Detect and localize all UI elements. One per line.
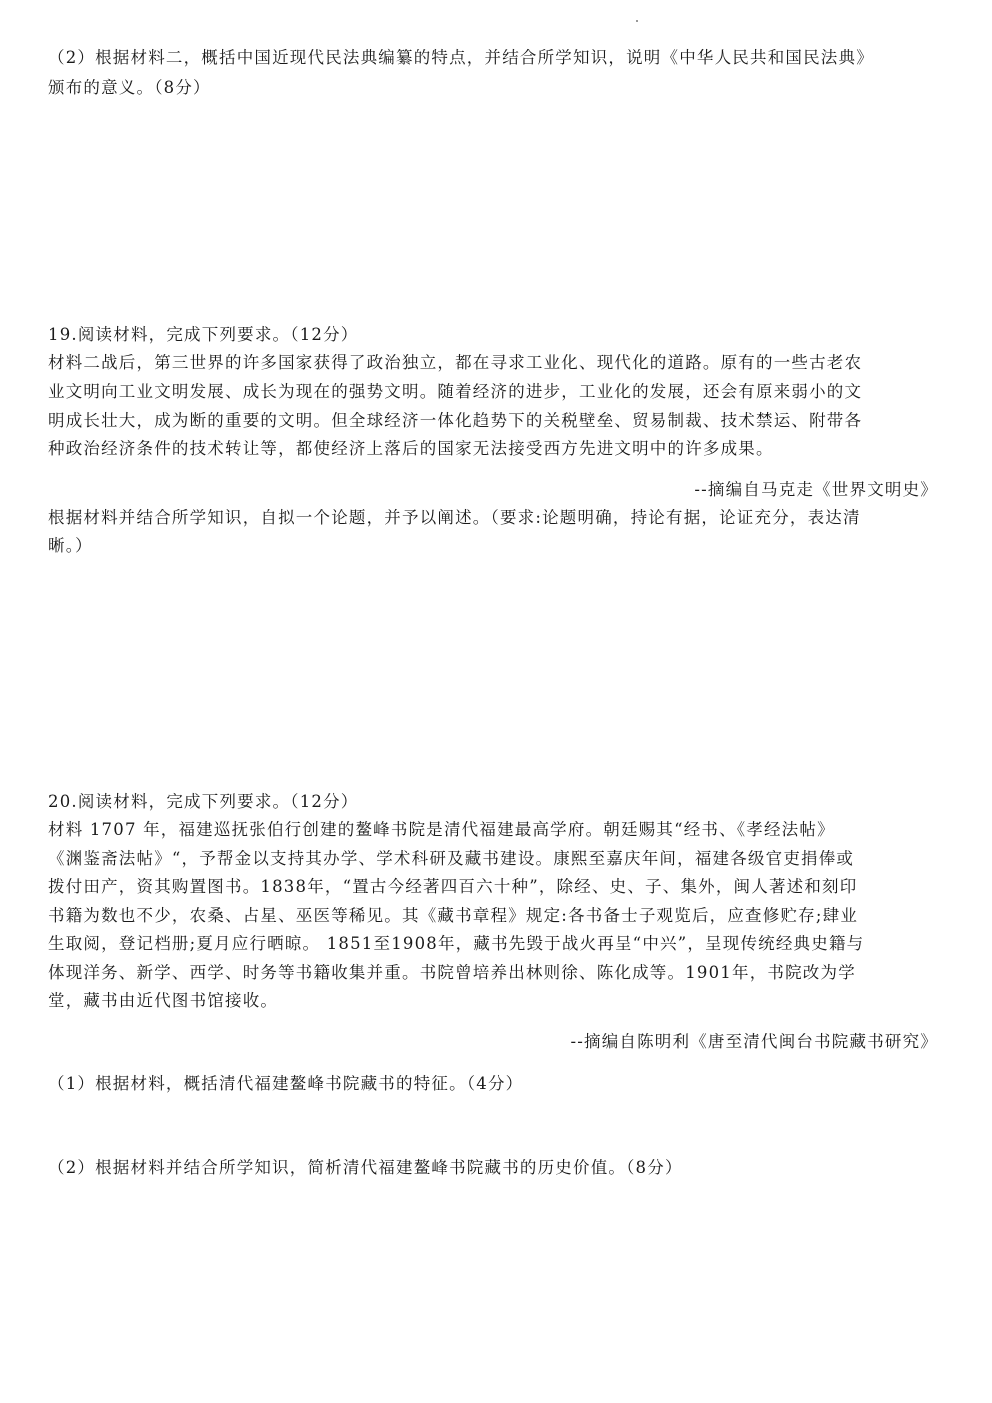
q19-material-line: 业文明向工业文明发展、成长为现在的强势文明。随着经济的进步，工业化的发展，还会有原来弱小的文 (48, 382, 863, 401)
q19-task-line1: 根据材料并结合所学知识，自拟一个论题，并予以阐述。（要求:论题明确，持论有据，论证充分，表达清 (48, 508, 861, 527)
q20-material-line: 生取阅，登记档册;夏月应行晒晾。 1851至1908年，藏书先毁于战火再呈“中兴”，呈现传统经典史籍与 (48, 934, 865, 953)
q20-source: --摘编自陈明利《唐至清代闽台书院藏书研究》 (570, 1032, 938, 1051)
q19-material-line: 种政治经济条件的技术转让等，都使经济上落后的国家无法接受西方先进文明中的许多成果。 (48, 439, 774, 458)
q19-heading: 19.阅读材料，完成下列要求。（12分） (48, 325, 359, 344)
q19-material-line: 明成长壮大，成为断的重要的文明。但全球经济一体化趋势下的关税壁垒、贸易制裁、技术禁运、附带各 (48, 411, 863, 430)
q19-task-line2: 晰。） (48, 536, 93, 555)
q20-heading: 20.阅读材料，完成下列要求。（12分） (48, 792, 359, 811)
q20-material-line: 《渊鉴斋法帖》“，予帮金以支持其办学、学术科研及藏书建设。康熙至嘉庆年间，福建各级官吏捐俸或 (48, 849, 855, 868)
q19-material-line: 材料二战后，第三世界的许多国家获得了政治独立，都在寻求工业化、现代化的道路。原有的一些古老农 (48, 353, 863, 372)
q20-material-line: 书籍为数也不少，农桑、占星、巫医等稀见。其《藏书章程》规定:各书备士子观览后，应查修贮存;肆业 (48, 906, 859, 925)
q18-2-prompt-line1: （2）根据材料二，概括中国近现代民法典编纂的特点，并结合所学知识，说明《中华人民共和国民法典》 (48, 48, 874, 67)
q20-material-line: 材料 1707 年，福建巡抚张伯行创建的鳌峰书院是清代福建最高学府。朝廷赐其“经书、《孝经法帖》 (48, 820, 835, 839)
q20-material-line: 拨付田产，资其购置图书。1838年，“置古今经著四百六十种”，除经、史、子、集外，闽人著述和刻印 (48, 877, 858, 896)
stray-dot (636, 20, 638, 22)
q20-material-line: 体现洋务、新学、西学、时务等书籍收集并重。书院曾培养出林则徐、陈化成等。1901年，书院改为学 (48, 963, 856, 982)
q19-source: --摘编自马克走《世界文明史》 (694, 480, 938, 499)
q20-subquestion-2: （2）根据材料并结合所学知识，简析清代福建鳌峰书院藏书的历史价值。（8分） (48, 1158, 683, 1177)
q20-material-line: 堂，藏书由近代图书馆接收。 (48, 991, 279, 1010)
q18-2-prompt-line2: 颁布的意义。（8分） (48, 78, 211, 97)
q20-subquestion-1: （1）根据材料，概括清代福建鳌峰书院藏书的特征。（4分） (48, 1074, 524, 1093)
